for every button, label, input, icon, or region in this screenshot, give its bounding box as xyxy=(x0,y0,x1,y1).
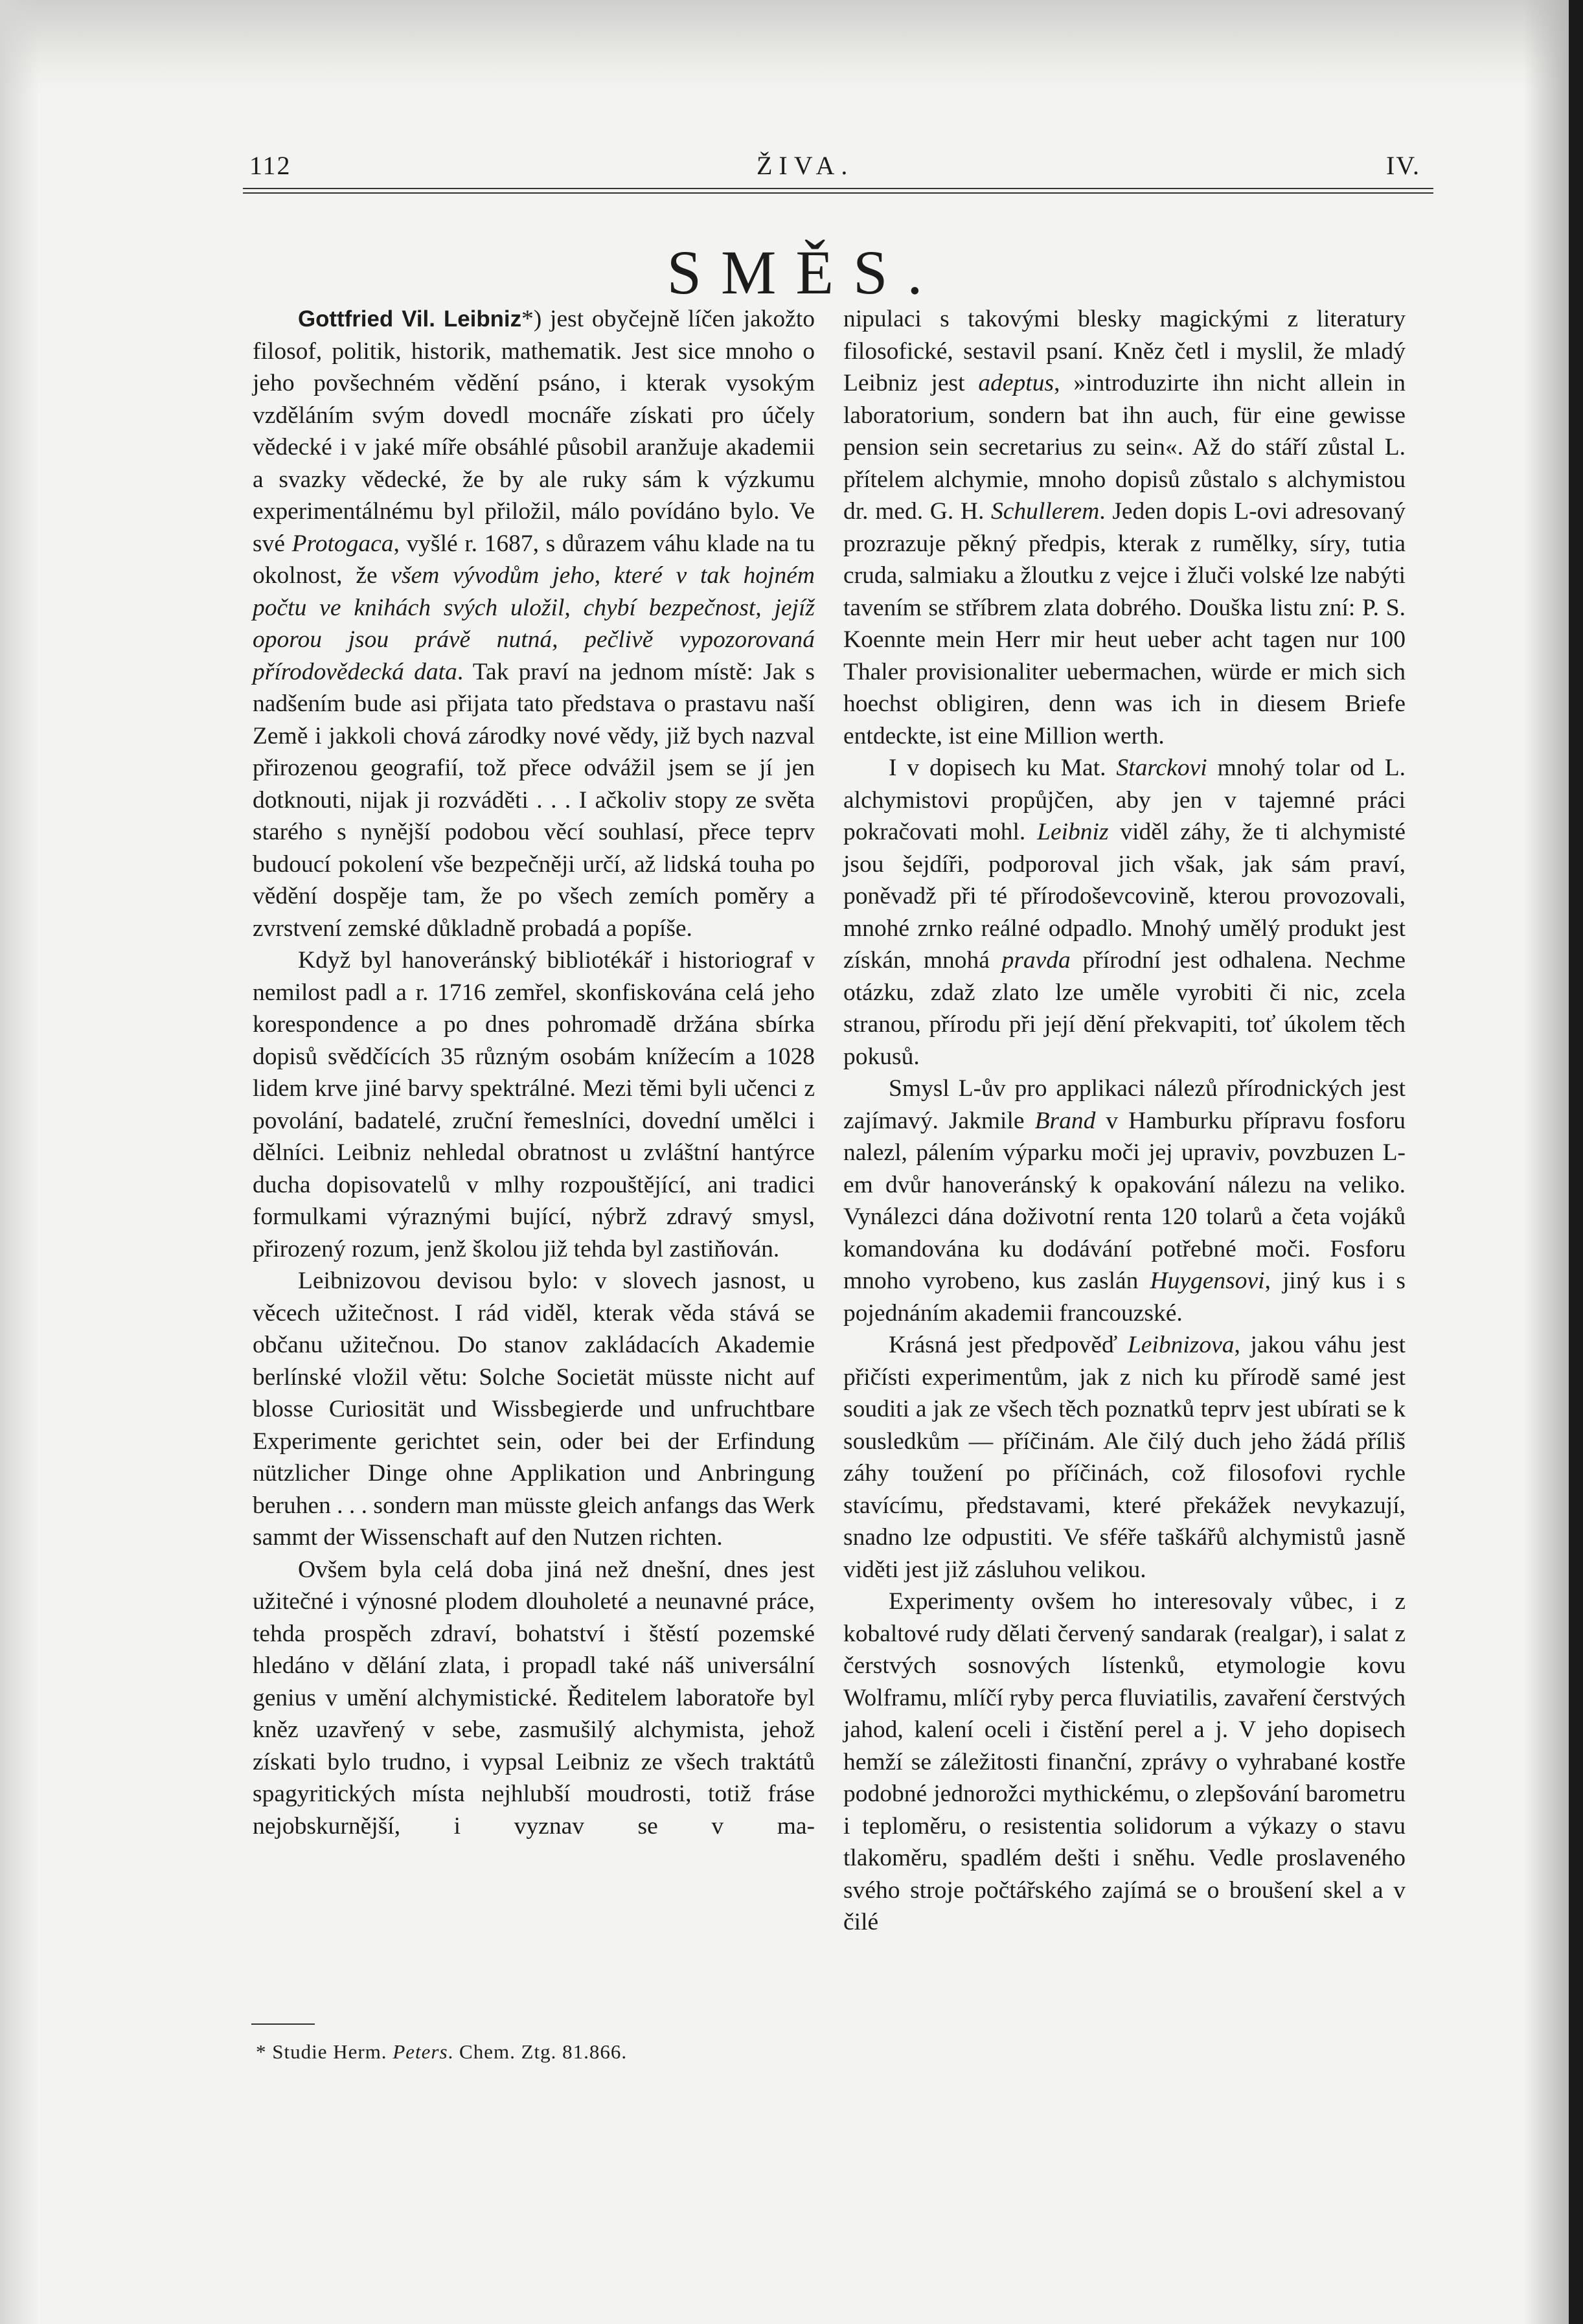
header-rule-bottom xyxy=(243,192,1433,194)
text-run: . Chem. Ztg. 81.866. xyxy=(448,2040,628,2063)
header-rule-top xyxy=(243,188,1433,189)
text-run: , »introduzirte ihn nicht allein in laboratorium, sondern bat ihn auch, für eine gewisse pension sein secretarius zu sein«. Až do stáří zůstal L. přítelem alchymie, mnoho dopisů zůstalo s alchymistou dr. med. G. H. xyxy=(843,370,1406,525)
italic-text: Leibniz xyxy=(1037,819,1109,845)
text-run: mnohý tolar od L. alchymistovi propůjčen, aby jen v tajemné práci pokračovati mohl. xyxy=(843,755,1406,845)
scan-edge-right xyxy=(1569,0,1583,2324)
text-run: Smysl L-ův pro applikaci nálezů přírodnických jest zajímavý. Jakmile xyxy=(843,1075,1406,1134)
text-run: Krásná jest předpověď xyxy=(889,1332,1128,1358)
text-run: Experimenty ovšem ho interesovaly vůbec, i z kobaltové rudy dělati červený sandarak (realgar), i salat z čerstvých sosnových lístenků, etymologie kovu Wolframu, mlíčí ryby perca fluviatilis, zavaření čerstvých jahod, kalení oceli i čistění perel a j. V jeho dopisech hemží se záležitosti finanční, zprávy o vyhrabané kostře podobné jednorožci mythickému, o zlepšování barometru i teploměru, o resistentia solidorum a výkazy o stavu tlakoměru, spadlém dešti i sněhu. Vedle proslaveného svého stroje počtářského zajímá se o broušení skel a v čilé xyxy=(843,1588,1406,1935)
paragraph xyxy=(843,752,1406,1073)
italic-text: Huygensovi xyxy=(1150,1268,1265,1294)
paragraph xyxy=(843,1073,1406,1329)
paragraph xyxy=(253,303,815,944)
text-run: I v dopisech ku Mat. xyxy=(889,755,1117,781)
italic-text: všem vývodům jeho, které v tak hojném počtu ve knihách svých uložil, chybí bezpečnost, jejíž oporou jsou právě nutná, pečlivě vypozorovaná přírodovědecká data xyxy=(253,562,815,685)
text-run: viděl záhy, že ti alchymisté jsou šejdíři, podporoval jich však, jak sám praví, poněvadž při té přírodoševcovině, kterou provozovali, mnohé zrnko reálné odpadlo. Mnohý umělý produkt jest získán, mnohá xyxy=(843,819,1406,974)
text-run: *) jest obyčejně líčen jakožto filosof, politik, historik, mathematik. Jest sice mnoho o jeho povšechném vědění psáno, i kterak vysokým vzděláním svým dovedl mocnáře získati pro účely vědecké i v jaké míře obsáhlé působil aranžuje akademii a svazky vědecké, že by ale ruky sám k výzkumu experimentálnému byl přiložil, málo povídáno bylo. Ve své xyxy=(253,306,815,557)
text-run: * Studie Herm. xyxy=(256,2040,393,2063)
right-column xyxy=(843,303,1406,1939)
text-run: přírodní jest odhalena. Nechme otázku, zdaž zlato lze uměle vyrobiti či nic, zcela stranou, přírodu při její dění překvapiti, toť úkolem těch pokusů. xyxy=(843,947,1406,1070)
text-run: , jakou váhu jest přičísti experimentům, jak z nich ku přírodě samé jest souditi a jak ze všech těch poznatků teprv jest ubírati se k sousledkům — příčinám. Ale čilý duch jeho žádá příliš záhy toužení po příčinách, což filosofovi rychle stavícímu, představami, které překážek nevykazují, snadno lze odpustiti. Ve sféře taškářů alchymistů jasně viděti jest již zásluhou velikou. xyxy=(843,1332,1406,1583)
italic-text: pravda xyxy=(1001,947,1071,974)
text-run: nipulaci s takovými blesky magickými z literatury filosofické, sestavil psaní. Kněz četl i myslil, že mladý Leibniz jest xyxy=(843,306,1406,396)
text-run: . Jeden dopis L-ovi adresovaný prozrazuje pěkný předpis, kterak z rumělky, síry, tutia cruda, salmiaku a žloutku z vejce i žluči volské lze nabýti tavením se stříbrem zlata dobrého. Douška listu zní: P. S. Koennte mein Herr mir heut ueber acht tagen nur 100 Thaler provisionaliter uebermachen, würde er mich sich hoechst obligiren, denn was ich in diesem Briefe entdeckte, ist eine Million werth. xyxy=(843,498,1406,749)
section-title: SMĚS. xyxy=(666,238,942,307)
bold-text: Gottfried Vil. Leibniz xyxy=(298,306,522,332)
page-number: 112 xyxy=(249,151,291,180)
italic-text: Peters xyxy=(393,2040,448,2063)
italic-text: Brand xyxy=(1034,1107,1096,1134)
volume-number: IV. xyxy=(1386,151,1421,180)
paragraph xyxy=(253,1554,815,1843)
footnote-rule xyxy=(251,2023,315,2025)
text-run: Leibnizovou devisou bylo: v slovech jasnost, u věcech užitečnost. I rád viděl, kterak věda stává se občanu užitečnou. Do stanov zakládacích Akademie berlínské vložil větu: Solche Societät müsste nicht auf blosse Curiosität und Wissbegierde und unfruchtbare Experimente gerichtet sein, oder bei der Erfindung nützlicher Dinge ohne Applikation und Anbringung beruhen . . . sondern man müsste gleich anfangs das Werk sammt der Wissenschaft auf den Nutzen richten. xyxy=(253,1268,815,1551)
italic-text: Starckovi xyxy=(1116,755,1207,781)
italic-text: Schullerem xyxy=(990,498,1100,525)
paragraph xyxy=(843,1586,1406,1939)
left-column xyxy=(253,303,815,1842)
text-run: . Tak praví na jednom místě: Jak s nadšením bude asi přijata tato představa o prastavu naší Země i jakkoli chová zárodky nové vědy, již bych nazval přirozenou geografií, tož přece odvážil jsem se jí jen dotknouti, nijak ji rozváděti . . . I ačkoliv stopy ze světa starého s nynější podobou věcí souhlasí, přece teprv budoucí pokolení vše bezpečněji určí, až lidská touha po vědění dospěje tam, že po všech zemích poměry a zvrstvení zemské důkladně probadá a popíše. xyxy=(253,658,815,942)
scan-edge-top xyxy=(0,0,1583,91)
text-run: Když byl hanoveránský bibliotékář i historiograf v nemilost padl a r. 1716 zemřel, skonfiskována celá jeho korespondence a po dnes pohromadě držána sbírka dopisů svědčících 35 různým osobám knížecím a 1028 lidem krve jiné barvy spektrálné. Mezi těmi byli učenci z povolání, badatelé, zruční řemeslníci, dovední umělci i dělníci. Leibniz nehledal obratnost u zvláštní hantýrce ducha dopisovatelů v mlhy rozpouštějící, ani tradici formulkami výraznými bující, nýbrž zdravý smysl, přirozený rozum, jenž školou již tehda byl zastiňován. xyxy=(253,947,815,1262)
text-run: Ovšem byla celá doba jiná než dnešní, dnes jest užitečné i výnosné plodem dlouholeté a neunavné práce, tehda prospěch zdraví, bohatství i štěstí pozemské hledáno v dělání zlata, i propadl také náš universální genius v umění alchymistické. Ředitelem laboratoře byl kněz uzavřený v sebe, zasmušilý alchymista, jehož získati bylo trudno, i vypsal Leibniz ze všech traktátů spagyritických místa nejhlubší moudrosti, totiž fráse nejobskurnější, i vyznav se v ma- xyxy=(253,1556,815,1840)
italic-text: adeptus xyxy=(978,370,1054,396)
text-run: , jiný kus i s pojednáním akademii francouzské. xyxy=(843,1268,1406,1327)
journal-title: ŽIVA. xyxy=(757,151,854,180)
footnote xyxy=(256,2040,627,2064)
scan-edge-left xyxy=(0,0,39,2324)
italic-text: Leibnizova xyxy=(1127,1332,1235,1358)
paragraph xyxy=(253,944,815,1265)
text-run: v Hamburku přípravu fosforu nalezl, pálením výparku moči jej upraviv, povzbuzen L-em dvůr hanoveránský k opakování nálezu na veliko. Vynálezci dána doživotní renta 120 tolarů a četa vojáků komandována ku dodávání potřebné moči. Fosforu mnoho vyrobeno, kus zaslán xyxy=(843,1107,1406,1294)
italic-text: Protogaca xyxy=(291,530,394,557)
scan-shadow-right xyxy=(1523,0,1569,2324)
paragraph xyxy=(843,303,1406,752)
paragraph xyxy=(253,1265,815,1554)
paragraph xyxy=(843,1329,1406,1586)
text-run: , vyšlé r. 1687, s důrazem váhu klade na tu okolnost, že xyxy=(253,530,815,589)
